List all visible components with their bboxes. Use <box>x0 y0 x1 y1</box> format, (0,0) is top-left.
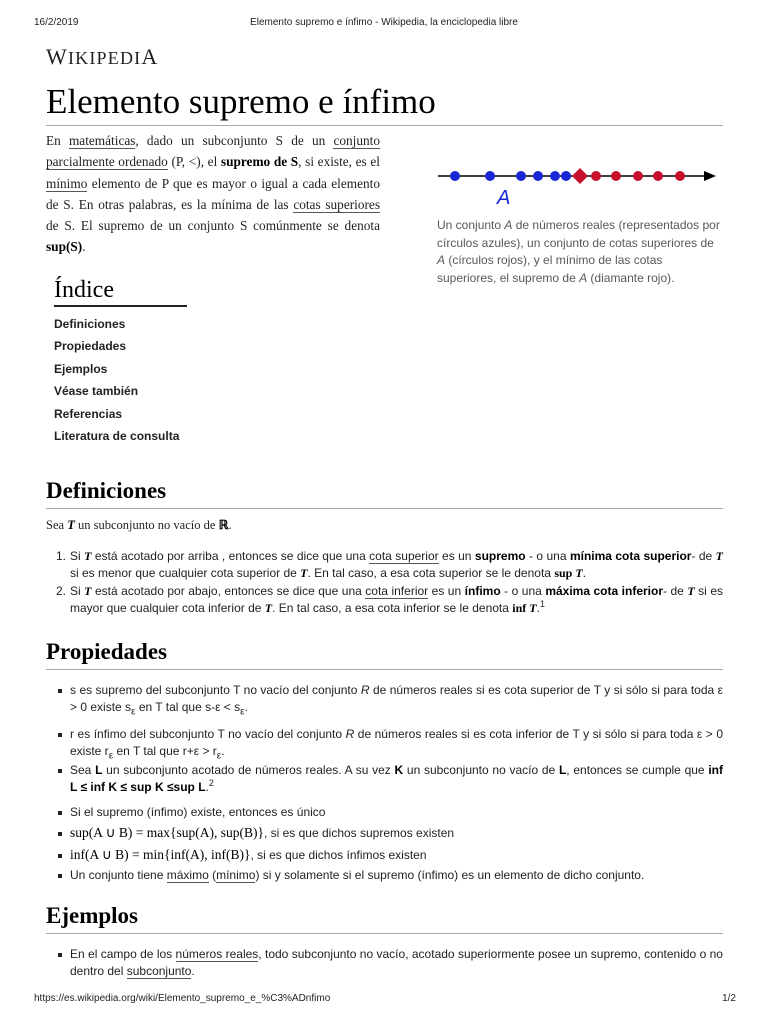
link-conjunto-parcialmente-ordenado[interactable]: conjunto parcialmente ordenado <box>46 133 380 170</box>
print-title: Elemento supremo e ínfimo - Wikipedia, la enciclopedia libre <box>250 17 518 28</box>
upper-bound-point <box>653 171 663 181</box>
logo-w: W <box>46 44 68 69</box>
set-a-point <box>450 171 460 181</box>
example-item: En el campo de los números reales, todo subconjunto no vacío, acotado superiormente posee un supremo, contenido o no dentro del subconjunto. <box>56 946 723 979</box>
set-a-point <box>485 171 495 181</box>
toc-item-ejemplos[interactable]: Ejemplos <box>54 361 108 376</box>
link-minimo[interactable]: mínimo <box>46 175 88 191</box>
link-maximo[interactable]: máximo <box>166 868 209 882</box>
section-heading-propiedades: Propiedades <box>46 639 167 664</box>
upper-bound-point <box>611 171 621 181</box>
reference-link[interactable]: 1 <box>539 599 545 609</box>
link-matematicas[interactable]: matemáticas <box>68 133 136 148</box>
property-item: Un conjunto tiene máximo (mínimo) si y solamente si el supremo (ínfimo) es un elemento de dicho conjunto. <box>56 867 723 884</box>
figure-caption: Un conjunto A de números reales (representados por círculos azules), un conjunto de cotas superiores de A (círculos rojos), y el mínimo de las cotas superiores, el supremo de A (diamante rojo). <box>437 218 720 285</box>
toc-item-literatura[interactable]: Literatura de consulta <box>54 429 180 444</box>
link-subconjunto[interactable]: subconjunto <box>126 963 192 978</box>
supremum-number-line-figure[interactable] <box>430 160 723 212</box>
set-a-point <box>516 171 526 181</box>
link-cota-inferior[interactable]: cota inferior <box>365 584 429 598</box>
title-divider <box>46 125 723 126</box>
definiciones-intro: Sea T un subconjunto no vacío de ℝ. <box>46 518 232 532</box>
property-item: s es supremo del subconjunto T no vacío del conjunto R de números reales si es cota superior de T y si sólo si para toda ε > 0 existe $s_\varepsilon$ en T tal que $s-\varepsilon < s_\varepsilon$. <box>56 682 723 720</box>
set-a-point <box>533 171 543 181</box>
definition-item: 1. Si T está acotado por arriba , entonces se dice que una cota superior es un supremo - o una mínima cota superior- de T si es menor que cualquier cota superior de T. En tal caso, a esa cota superior se le denota sup T. <box>56 549 723 580</box>
upper-bound-point <box>633 171 643 181</box>
toc-item-propiedades[interactable]: Propiedades <box>54 339 127 354</box>
set-a-point <box>561 171 571 181</box>
link-numeros-reales[interactable]: números reales <box>175 947 259 961</box>
print-url: https://es.wikipedia.org/wiki/Elemento_supremo_e_%C3%ADnfimo <box>34 993 331 1004</box>
page-title: Elemento supremo e ínfimo <box>46 82 436 121</box>
property-item: inf(A ∪ B) = min{inf(A), inf(B)}, si es que dichos ínfimos existen <box>56 847 723 864</box>
link-minimo-2[interactable]: mínimo <box>216 868 256 882</box>
toc-list <box>54 313 179 447</box>
logo-a: A <box>141 44 159 69</box>
axis-arrowhead <box>704 171 716 181</box>
section-divider <box>46 933 723 934</box>
section-divider <box>46 508 723 509</box>
toc-item-referencias[interactable]: Referencias <box>54 406 123 421</box>
toc-title: Índice <box>54 277 114 303</box>
property-item: Sea L un subconjunto acotado de números reales. A su vez K un subconjunto no vacío de L, entonces se cumple que inf L ≤ inf K ≤ sup K ≤sup L.$^2$ <box>56 762 723 795</box>
property-item: r es ínfimo del subconjunto T no vacío del conjunto R de números reales si es cota inferior de T y si sólo si para toda ε > 0 existe $r_\varepsilon$ en T tal que $r+\varepsilon > r_\varepsilon$. <box>56 726 723 764</box>
logo-iki: IKIPEDI <box>67 48 142 68</box>
set-a-label: A <box>497 187 511 209</box>
set-a-point <box>550 171 560 181</box>
wikipedia-logo[interactable] <box>46 44 158 70</box>
print-page-number: 1/2 <box>722 993 736 1004</box>
reference-link[interactable]: 2 <box>208 777 214 788</box>
supremum-diamond <box>572 168 588 184</box>
section-heading-ejemplos: Ejemplos <box>46 903 138 928</box>
property-item: sup(A ∪ B) = max{sup(A), sup(B)}, si es que dichos supremos existen <box>56 825 723 842</box>
link-cotas-superiores[interactable]: cotas superiores <box>293 196 380 212</box>
definition-item: 2. Si T está acotado por abajo, entonces se dice que una cota inferior es un ínfimo - o una máxima cota inferior- de T si es mayor que cualquier cota inferior de T. En tal caso, a esa cota inferior se le denota inf T.$^1$ <box>56 584 724 615</box>
print-date: 16/2/2019 <box>34 17 79 28</box>
link-cota-superior[interactable]: cota superior <box>369 549 439 563</box>
intro-paragraph: En matemáticas, dado un subconjunto S de un conjunto parcialmente ordenado (P, <), el supremo de S, si existe, es el mínimo elemento de P que es mayor o igual a cada elemento de S. En otras palabras, es la mínima de las cotas superiores de S. El supremo de un conjunto S comúnmente se denota sup(S). <box>46 133 380 255</box>
upper-bound-point <box>675 171 685 181</box>
toc-item-definiciones[interactable]: Definiciones <box>54 317 126 331</box>
section-heading-definiciones: Definiciones <box>46 478 167 503</box>
section-divider <box>46 669 723 670</box>
upper-bound-point <box>591 171 601 181</box>
toc-item-vease-tambien[interactable]: Véase también <box>54 384 139 399</box>
property-item: Si el supremo (ínfimo) existe, entonces es único <box>56 804 723 821</box>
toc-divider <box>54 305 187 307</box>
definiciones-list <box>56 548 723 618</box>
